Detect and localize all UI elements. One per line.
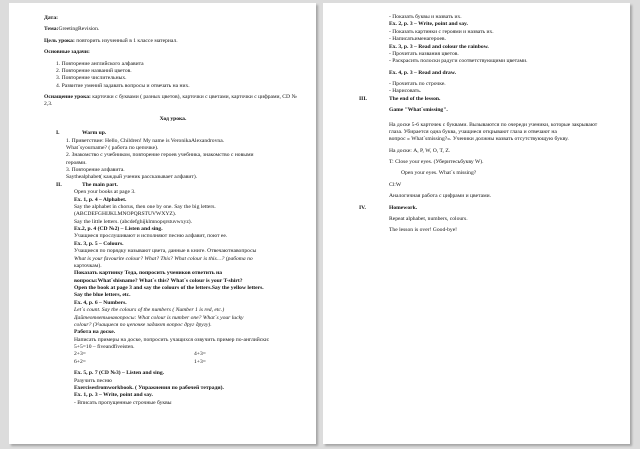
text-line: - Вписать пропущенные строчные буквы xyxy=(74,399,172,406)
game-title: Game "What`smissing". xyxy=(389,107,448,114)
section-4-title: Homework. xyxy=(389,204,418,211)
section-1-title: Warm up. xyxy=(82,130,107,137)
section-2-lines-b xyxy=(44,370,302,407)
text-line: Показать картинку Теда, попросить учеников ответить на xyxy=(74,270,223,277)
text-line: карточкам). xyxy=(74,262,102,269)
equipment-label: Оснащение урока: xyxy=(44,94,91,100)
example-right: 4+3= xyxy=(194,351,206,358)
section-3-number: III. xyxy=(359,95,367,102)
text-line: Open your books at page 3. xyxy=(74,189,136,196)
task-item: 4. Развитие умений задавать вопросы и отвечать на них. xyxy=(56,82,190,89)
tasks-list xyxy=(44,61,302,91)
section-1-line: 3. Повторение алфавита. xyxy=(66,167,125,173)
text-line: Учащиеся прослушивают и исполняют песню алфавит, поют ее. xyxy=(74,233,228,240)
section-1-line: Saythealphabet( каждый ученик рассказывает алфавит). xyxy=(66,174,198,181)
text-line: Exercisesfromworkbook. ( Упражнения по рабочей тетради). xyxy=(74,384,224,391)
document-page-left xyxy=(9,3,316,444)
section-2-number: II. xyxy=(56,181,62,188)
homework-text: Repeat alphabet, numbers, colours. xyxy=(389,215,468,222)
section-1-number: I. xyxy=(56,130,60,137)
section-1-line: 2. Знакомство с учебником, повторение героев учебника, знакомство с новыми xyxy=(66,152,254,159)
board-letters: На доске: A, P, W, O, T, Z. xyxy=(389,147,451,154)
task-item: 1. Повторение английского алфавита xyxy=(56,60,144,67)
example-left: 6+2= xyxy=(74,358,86,365)
text-line: Разучить песню xyxy=(74,377,112,384)
text-line: вопросы:What`shisname? What`s this? What`s colour is your T-shirt? xyxy=(74,277,243,284)
text-line: Ex. 5, p. 7 (CD №3) – Listen and sing. xyxy=(74,370,165,377)
text-line: colour? (Учащиеся по цепочке задают вопрос друг другу). xyxy=(74,321,212,328)
task-item: 3. Повторение числительных. xyxy=(56,75,127,82)
text-line: - Показать буквы и назвать их. xyxy=(389,14,462,20)
date-label: Дата: xyxy=(44,15,58,21)
text-line: - Прочитать названия цветов. xyxy=(389,50,459,57)
tasks-title: Основные задачи: xyxy=(44,49,90,56)
example-left: 2+3= xyxy=(74,351,86,358)
text-line: Работа на доске. xyxy=(74,329,116,336)
similar-work: Аналогичная работа с цифрами и цветами. xyxy=(389,193,492,200)
text-line: Ex. 2, p. 3 – Write, point and say. xyxy=(389,21,468,28)
ending-text: The lesson is over! Good-bye! xyxy=(389,227,458,234)
text-line: What is your favourite colour? What? This? What colour is this…? (работа по xyxy=(74,255,253,262)
game-text: На доске 5-6 карточек с буквами. Вызываются по очереди ученики, которые закрывают xyxy=(389,121,598,128)
text-line: Написать примеры на доске, попросить учащихся озвучить пример по-английски: xyxy=(74,336,270,343)
plan-title: Ход урока. xyxy=(159,115,187,122)
text-line: - Написатьименагероев. xyxy=(389,36,446,43)
example-right: 1+3= xyxy=(194,358,206,365)
text-line: Say the little letters. (abcdefghijklmnopqrstuvwxyz). xyxy=(74,218,193,225)
game-text: глаза. Убирается одна буква, учащиеся открывают глаза и отвечают на xyxy=(389,128,557,135)
text-line: Say the alphabet in chorus, then one by one. Say the big letters. xyxy=(74,203,216,210)
text-line: Ex.2, p. 4 (CD №2) – Listen and sing. xyxy=(74,226,163,232)
text-line: Ex. 3, p. 3 – Read and colour the rainbow. xyxy=(389,43,489,50)
section-1-items xyxy=(44,138,302,182)
section-2-lines xyxy=(44,189,302,351)
text-line: Ex. 3, p. 5 – Colours. xyxy=(74,240,124,247)
section-2-title: The main part. xyxy=(82,181,118,188)
open-eyes-line: Open your eyes. What`s missing? xyxy=(401,170,477,177)
game-text: вопрос « What`smissing?». Ученики должны назвать отсутствующую букву. xyxy=(389,136,569,143)
ex4-title: Ex. 4, p. 3 – Read and draw. xyxy=(389,69,456,76)
text-line: (ABCDEFGHIJKLMNOPQRSTUVWXYZ). xyxy=(74,211,177,218)
class-answer: Cl:W xyxy=(389,181,402,188)
right-lines-a xyxy=(389,14,616,66)
text-line: Ex. 1, p. 4 – Alphabet. xyxy=(74,196,127,203)
text-line: Дайтеответынавопросы: What colour is number one? What`s your lucky xyxy=(74,314,244,321)
text-line: Open the book at page 3 and say the colours of the letters.Say the yellow letters. xyxy=(74,285,264,291)
document-page-right xyxy=(323,3,630,444)
text-line: 5+5=10 – fiveandfiveisten. xyxy=(74,344,135,350)
page-left-content xyxy=(44,15,302,407)
topic-value: GreetingRevision. xyxy=(58,26,100,33)
text-line: Учащиеся по порядку называют цвета, данные в книге. Отвечаютнавопросы xyxy=(74,248,257,255)
section-1-line: 1. Приветствие: Hello, Children! My name is VeronikaAlexandrovna. xyxy=(66,137,225,144)
section-3-title: The end of the lesson. xyxy=(389,95,441,102)
section-1-line: героями. xyxy=(66,159,87,166)
text-line: - Раскрасить полоски радуги соответствующими цветами. xyxy=(389,58,528,65)
equipment-value: карточки с буквами ( разных цветов), карточки с цветами, карточки с цифрами, CD № 2,3. xyxy=(44,94,297,108)
section-1-line: What`syourname? ( работа по цепочке). xyxy=(66,144,159,151)
text-line: - Показать картинки с героями и назвать их. xyxy=(389,28,494,35)
teacher-line: T: Close your eyes. (Уберитесьбукву W). xyxy=(389,159,484,165)
task-item: 2. Повторение названий цветов. xyxy=(56,67,132,74)
text-line: Let`s count. Say the colours of the numbers ( Number 1 is red, etc.) xyxy=(74,307,225,314)
goal-label: Цель урока: xyxy=(44,37,75,44)
examples-block xyxy=(44,351,302,366)
text-line: Say the blue letters, etc. xyxy=(74,292,131,299)
ex4-item: - Нарисовать. xyxy=(389,88,422,95)
page-right-content xyxy=(359,14,616,235)
text-line: Ex. 4, p. 6 – Numbers. xyxy=(74,299,127,306)
ex4-item: - Прочитать по строчке. xyxy=(389,81,446,87)
goal-value: повторить изученный в 1 классе материал. xyxy=(74,37,178,44)
topic-label: Тема: xyxy=(44,26,59,33)
text-line: Ex. 1, p. 3 – Write, point and say. xyxy=(74,392,153,399)
section-4-number: IV. xyxy=(359,204,366,211)
